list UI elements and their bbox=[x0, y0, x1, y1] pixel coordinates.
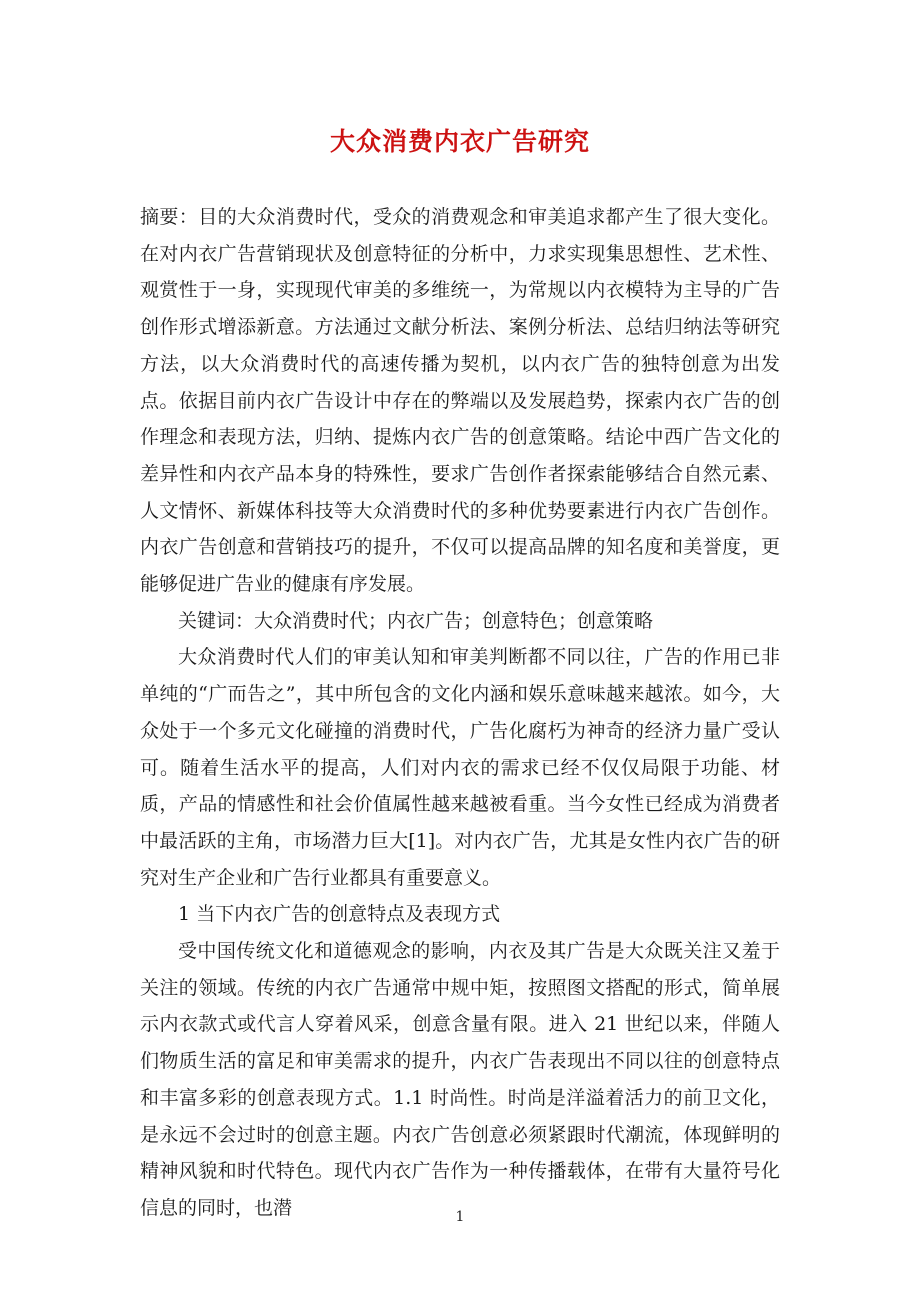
keywords-line: 关键词：大众消费时代；内衣广告；创意特色；创意策略 bbox=[178, 609, 654, 632]
abstract-paragraph: 摘要：目的大众消费时代，受众的消费观念和审美追求都产生了很大变化。在对内衣广告营销现状及创意特征的分析中，力求实现集思想性、艺术性、观赏性于一身，实现现代审美的多维统一，为常规以内衣模特为主导的广告创作形式增添新意。方法通过文献分析法、案例分析法、总结归纳法等研究方法，以大众消费时代的高速传播为契机，以内衣广告的独特创意为出发点。依据目前内衣广告设计中存在的弊端以及发展趋势，探索内衣广告的创作理念和表现方法，归纳、提炼内衣广告的创意策略。结论中西广告文化的差异性和内衣产品本身的特殊性，要求广告创作者探索能够结合自然元素、人文情怀、新媒体科技等大众消费时代的多种优势要素进行内衣广告创作。内衣广告创意和营销技巧的提升，不仅可以提高品牌的知名度和美誉度，更能够促进广告业的健康有序发展。 bbox=[140, 206, 780, 596]
document-title: 大众消费内衣广告研究 bbox=[329, 127, 590, 156]
section-paragraph: 受中国传统文化和道德观念的影响，内衣及其广告是大众既关注又羞于关注的领域。传统的内衣广告通常中规中矩，按照图文搭配的形式，简单展示内衣款式或代言人穿着风采，创意含量有限。进入 21 世纪以来，伴随人们物质生活的富足和审美需求的提升，内衣广告表现出不同以往的创意特点和丰富多彩的创意表现方式。1.1 时尚性。时尚是洋溢着活力的前卫文化，是永远不会过时的创意主题。内衣广告创意必须紧跟时代潮流，体现鲜明的精神风貌和时代特色。现代内衣广告作为一种传播载体，在带有大量符号化信息的同时，也潜 bbox=[140, 940, 780, 1219]
intro-paragraph: 大众消费时代人们的审美认知和审美判断都不同以往，广告的作用已非单纯的“广而告之”，其中所包含的文化内涵和娱乐意味越来越浓。如今，大众处于一个多元文化碰撞的消费时代，广告化腐朽为神奇的经济力量广受认可。随着生活水平的提高，人们对内衣的需求已经不仅仅局限于功能、材质，产品的情感性和社会价值属性越来越被看重。当今女性已经成为消费者中最活跃的主角，市场潜力巨大[1]。对内衣广告，尤其是女性内衣广告的研究对生产企业和广告行业都具有重要意义。 bbox=[140, 646, 780, 889]
section-heading: 1 当下内衣广告的创意特点及表现方式 bbox=[178, 903, 501, 926]
document-body bbox=[140, 199, 780, 1227]
page-number: 1 bbox=[455, 1209, 465, 1225]
